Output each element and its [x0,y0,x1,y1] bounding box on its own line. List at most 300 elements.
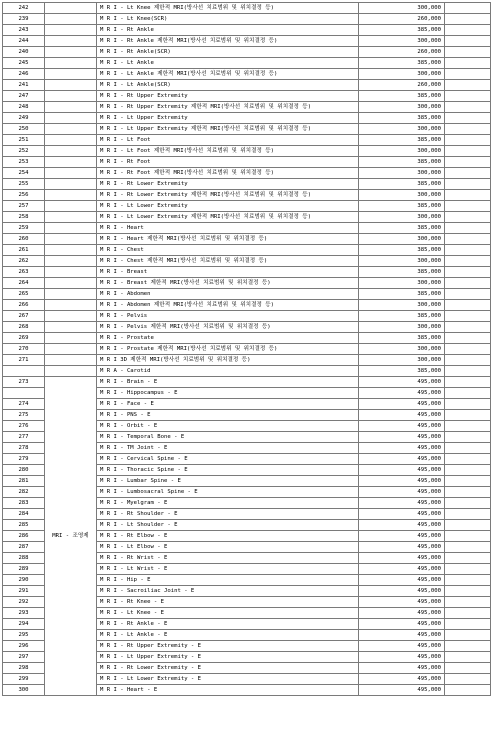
item-name: M R I - Lt Ankle - E [97,630,359,641]
row-number: 297 [3,652,45,663]
table-row [3,124,491,135]
note-cell [445,190,491,201]
note-cell [445,344,491,355]
note-cell [445,322,491,333]
item-price: 300,000 [359,3,445,14]
item-name: M R I - Lumbar Spine - E [97,476,359,487]
category-cell [45,80,97,91]
item-price: 495,000 [359,674,445,685]
category-cell [45,289,97,300]
note-cell [445,685,491,696]
item-price: 495,000 [359,564,445,575]
item-name: M R I - Lt Knee(SCR) [97,14,359,25]
note-cell [445,278,491,289]
category-cell [45,179,97,190]
category-cell [45,355,97,366]
category-cell [45,366,97,377]
note-cell [445,608,491,619]
note-cell [445,234,491,245]
item-price: 495,000 [359,476,445,487]
item-price: 385,000 [359,91,445,102]
note-cell [445,179,491,190]
note-cell [445,80,491,91]
note-cell [445,476,491,487]
note-cell [445,377,491,388]
row-number: 300 [3,685,45,696]
item-price: 385,000 [359,25,445,36]
item-name: M R I - Lt Knee 제한적 MRI(방사선 치료범위 및 위치결정 등) [97,3,359,14]
item-price: 495,000 [359,388,445,399]
item-price: 385,000 [359,58,445,69]
item-name: M R I - Orbit - E [97,421,359,432]
table-row [3,245,491,256]
category-cell [45,146,97,157]
row-number: 277 [3,432,45,443]
item-name: M R I - Heart - E [97,685,359,696]
item-name: M R I - Rt Ankle [97,25,359,36]
item-name: M R I - Brain - E [97,377,359,388]
item-name: M R I - Rt Wrist - E [97,553,359,564]
row-number: 276 [3,421,45,432]
item-price: 495,000 [359,432,445,443]
note-cell [445,432,491,443]
item-price: 495,000 [359,443,445,454]
table-row [3,102,491,113]
note-cell [445,652,491,663]
table-row [3,322,491,333]
category-cell [45,168,97,179]
row-number: 290 [3,575,45,586]
item-name: M R I - Rt Lower Extremity - E [97,663,359,674]
item-name: M R I - Rt Upper Extremity - E [97,641,359,652]
row-number: 285 [3,520,45,531]
note-cell [445,223,491,234]
row-number: 264 [3,278,45,289]
item-price: 300,000 [359,102,445,113]
row-number: 263 [3,267,45,278]
category-cell [45,311,97,322]
row-number: 266 [3,300,45,311]
row-number: 255 [3,179,45,190]
fee-table-body [3,3,491,696]
item-price: 300,000 [359,36,445,47]
category-cell [45,223,97,234]
row-number: 244 [3,36,45,47]
table-row [3,25,491,36]
table-row [3,80,491,91]
row-number: 248 [3,102,45,113]
row-number: 288 [3,553,45,564]
row-number: 258 [3,212,45,223]
category-cell [45,157,97,168]
row-number: 270 [3,344,45,355]
item-price: 300,000 [359,322,445,333]
table-row [3,234,491,245]
category-cell [45,201,97,212]
row-number: 294 [3,619,45,630]
item-price: 495,000 [359,509,445,520]
category-cell [45,245,97,256]
note-cell [445,443,491,454]
item-name: M R I - Myelgram - E [97,498,359,509]
row-number: 259 [3,223,45,234]
item-price: 385,000 [359,289,445,300]
item-price: 495,000 [359,641,445,652]
item-price: 495,000 [359,531,445,542]
item-price: 300,000 [359,344,445,355]
row-number: 292 [3,597,45,608]
note-cell [445,245,491,256]
item-name: M R I - Sacroiliac Joint - E [97,586,359,597]
item-name: M R I - Breast 제한적 MRI(방사선 치료범위 및 위치결정 등) [97,278,359,289]
row-number: 269 [3,333,45,344]
item-name: M R I - Cervical Spine - E [97,454,359,465]
item-name: M R I - Lt Upper Extremity [97,113,359,124]
item-name: M R I - Heart 제한적 MRI(방사선 치료범위 및 위치결정 등) [97,234,359,245]
item-name: M R I - Lt Foot 제한적 MRI(방사선 치료범위 및 위치결정 등) [97,146,359,157]
note-cell [445,586,491,597]
item-name: M R I - Rt Elbow - E [97,531,359,542]
item-price: 385,000 [359,333,445,344]
row-number: 243 [3,25,45,36]
row-number: 279 [3,454,45,465]
row-number [3,366,45,377]
note-cell [445,498,491,509]
row-number: 286 [3,531,45,542]
item-price: 385,000 [359,179,445,190]
item-name: M R I - Rt Knee - E [97,597,359,608]
row-number: 240 [3,47,45,58]
table-row [3,168,491,179]
table-row [3,146,491,157]
category-label: MRI - 조영제 [45,377,97,696]
note-cell [445,619,491,630]
row-number: 245 [3,58,45,69]
fee-table [2,2,491,696]
category-cell [45,91,97,102]
item-name: M R I - TM Joint - E [97,443,359,454]
item-price: 300,000 [359,278,445,289]
row-number: 271 [3,355,45,366]
note-cell [445,333,491,344]
note-cell [445,14,491,25]
item-price: 385,000 [359,201,445,212]
note-cell [445,69,491,80]
item-price: 495,000 [359,487,445,498]
row-number: 261 [3,245,45,256]
note-cell [445,509,491,520]
table-row [3,3,491,14]
item-name: M R I - Rt Ankle(SCR) [97,47,359,58]
item-name: M R I - Rt Ankle - E [97,619,359,630]
table-row [3,366,491,377]
note-cell [445,157,491,168]
table-row [3,113,491,124]
item-price: 385,000 [359,267,445,278]
item-name: M R I - Lt Lower Extremity [97,201,359,212]
category-cell [45,14,97,25]
item-name: M R I - Chest 제한적 MRI(방사선 치료범위 및 위치결정 등) [97,256,359,267]
row-number: 298 [3,663,45,674]
table-row [3,355,491,366]
item-name: M R I - Pelvis [97,311,359,322]
category-cell [45,322,97,333]
category-cell [45,47,97,58]
item-price: 495,000 [359,465,445,476]
item-price: 495,000 [359,454,445,465]
table-row [3,377,491,388]
item-name: M R I - Rt Lower Extremity [97,179,359,190]
table-row [3,267,491,278]
note-cell [445,102,491,113]
row-number: 253 [3,157,45,168]
table-row [3,69,491,80]
item-price: 300,000 [359,146,445,157]
note-cell [445,597,491,608]
item-price: 300,000 [359,212,445,223]
item-price: 495,000 [359,520,445,531]
note-cell [445,311,491,322]
item-price: 495,000 [359,663,445,674]
item-price: 300,000 [359,256,445,267]
item-name: M R I - Lt Lower Extremity - E [97,674,359,685]
category-cell [45,69,97,80]
row-number: 249 [3,113,45,124]
row-number: 283 [3,498,45,509]
item-name: M R I - Face - E [97,399,359,410]
note-cell [445,575,491,586]
note-cell [445,3,491,14]
note-cell [445,47,491,58]
item-price: 260,000 [359,80,445,91]
item-name: M R I - Breast [97,267,359,278]
table-row [3,333,491,344]
row-number: 267 [3,311,45,322]
note-cell [445,531,491,542]
note-cell [445,487,491,498]
table-row [3,135,491,146]
item-name: M R I - Lt Ankle 제한적 MRI(방사선 치료범위 및 위치결정 등) [97,69,359,80]
row-number: 281 [3,476,45,487]
item-name: M R I - Thoracic Spine - E [97,465,359,476]
row-number: 247 [3,91,45,102]
table-row [3,36,491,47]
row-number: 284 [3,509,45,520]
item-price: 385,000 [359,223,445,234]
item-price: 385,000 [359,113,445,124]
note-cell [445,91,491,102]
note-cell [445,674,491,685]
note-cell [445,641,491,652]
category-cell [45,256,97,267]
category-cell [45,135,97,146]
item-price: 495,000 [359,377,445,388]
note-cell [445,135,491,146]
note-cell [445,454,491,465]
note-cell [445,300,491,311]
item-price: 385,000 [359,366,445,377]
row-number: 241 [3,80,45,91]
row-number: 257 [3,201,45,212]
row-number: 242 [3,3,45,14]
note-cell [445,465,491,476]
item-price: 300,000 [359,190,445,201]
item-name: M R I - Rt Upper Extremity 제한적 MRI(방사선 치료범위 및 위치결정 등) [97,102,359,113]
note-cell [445,113,491,124]
category-cell [45,25,97,36]
row-number: 246 [3,69,45,80]
row-number: 262 [3,256,45,267]
category-cell [45,300,97,311]
row-number: 273 [3,377,45,388]
category-cell [45,58,97,69]
item-name: M R I - Lt Lower Extremity 제한적 MRI(방사선 치료범위 및 위치결정 등) [97,212,359,223]
table-row [3,58,491,69]
item-name: M R I - Lumbosacral Spine - E [97,487,359,498]
table-row [3,179,491,190]
note-cell [445,421,491,432]
item-name: M R I - Rt Ankle 제한적 MRI(방사선 치료범위 및 위치결정 등) [97,36,359,47]
table-row [3,190,491,201]
item-name: M R I - Lt Knee - E [97,608,359,619]
table-row [3,256,491,267]
category-cell [45,3,97,14]
item-name: M R I - Hip - E [97,575,359,586]
row-number: 254 [3,168,45,179]
note-cell [445,553,491,564]
category-cell [45,36,97,47]
note-cell [445,542,491,553]
item-name: M R I - Chest [97,245,359,256]
table-row [3,157,491,168]
item-price: 495,000 [359,421,445,432]
category-cell [45,333,97,344]
item-name: M R I - Heart [97,223,359,234]
note-cell [445,124,491,135]
item-name: M R I 3D 제한적 MRI(방사선 치료범위 및 위치결정 등) [97,355,359,366]
item-name: M R I - Rt Foot [97,157,359,168]
row-number: 252 [3,146,45,157]
row-number: 260 [3,234,45,245]
row-number: 287 [3,542,45,553]
item-name: M R I - Prostate [97,333,359,344]
row-number: 299 [3,674,45,685]
item-price: 300,000 [359,168,445,179]
item-name: M R A - Carotid [97,366,359,377]
item-name: M R I - Rt Shoulder - E [97,509,359,520]
item-name: M R I - Lt Ankle [97,58,359,69]
note-cell [445,146,491,157]
row-number [3,388,45,399]
table-row [3,311,491,322]
item-price: 495,000 [359,542,445,553]
note-cell [445,564,491,575]
note-cell [445,168,491,179]
item-price: 385,000 [359,311,445,322]
note-cell [445,289,491,300]
category-cell [45,190,97,201]
row-number: 265 [3,289,45,300]
category-cell [45,212,97,223]
item-price: 495,000 [359,630,445,641]
item-name: M R I - Lt Elbow - E [97,542,359,553]
note-cell [445,212,491,223]
row-number: 268 [3,322,45,333]
item-price: 495,000 [359,619,445,630]
note-cell [445,399,491,410]
item-price: 300,000 [359,124,445,135]
item-name: M R I - Pelvis 제한적 MRI(방사선 치료범위 및 위치결정 등) [97,322,359,333]
note-cell [445,366,491,377]
note-cell [445,355,491,366]
item-name: M R I - Rt Upper Extremity [97,91,359,102]
item-price: 495,000 [359,410,445,421]
item-price: 495,000 [359,586,445,597]
row-number: 296 [3,641,45,652]
row-number: 289 [3,564,45,575]
row-number: 293 [3,608,45,619]
table-row [3,14,491,25]
note-cell [445,630,491,641]
item-price: 385,000 [359,157,445,168]
table-row [3,289,491,300]
note-cell [445,520,491,531]
row-number: 295 [3,630,45,641]
row-number: 274 [3,399,45,410]
category-cell [45,267,97,278]
row-number: 256 [3,190,45,201]
note-cell [445,201,491,212]
row-number: 278 [3,443,45,454]
category-cell [45,278,97,289]
item-price: 495,000 [359,652,445,663]
item-price: 300,000 [359,234,445,245]
item-price: 495,000 [359,685,445,696]
note-cell [445,267,491,278]
item-price: 260,000 [359,47,445,58]
note-cell [445,58,491,69]
table-row [3,223,491,234]
row-number: 250 [3,124,45,135]
table-row [3,91,491,102]
table-row [3,212,491,223]
table-row [3,278,491,289]
note-cell [445,410,491,421]
row-number: 282 [3,487,45,498]
table-row [3,344,491,355]
item-price: 385,000 [359,135,445,146]
note-cell [445,663,491,674]
item-name: M R I - Prostate 제한적 MRI(방사선 치료범위 및 위치결정 등) [97,344,359,355]
row-number: 239 [3,14,45,25]
item-price: 300,000 [359,300,445,311]
item-price: 260,000 [359,14,445,25]
item-name: M R I - Lt Foot [97,135,359,146]
row-number: 275 [3,410,45,421]
row-number: 251 [3,135,45,146]
item-name: M R I - Rt Foot 제한적 MRI(방사선 치료범위 및 위치결정 등) [97,168,359,179]
note-cell [445,25,491,36]
item-name: M R I - Hippocampus - E [97,388,359,399]
item-price: 495,000 [359,553,445,564]
item-name: M R I - Lt Upper Extremity 제한적 MRI(방사선 치료범위 및 위치결정 등) [97,124,359,135]
item-name: M R I - Temporal Bone - E [97,432,359,443]
item-price: 385,000 [359,245,445,256]
category-cell [45,102,97,113]
category-cell [45,344,97,355]
item-name: M R I - Lt Upper Extremity - E [97,652,359,663]
item-price: 495,000 [359,608,445,619]
